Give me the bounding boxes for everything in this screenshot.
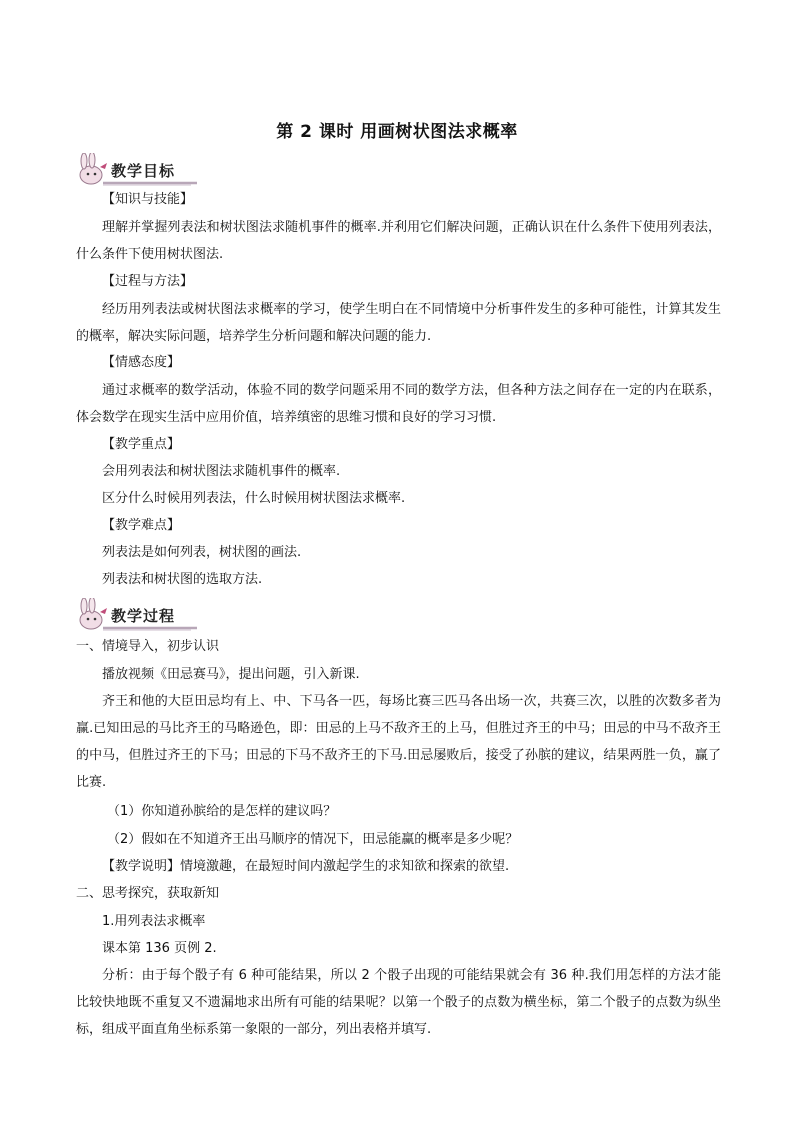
part2-heading: 二、思考探究，获取新知 <box>76 886 220 901</box>
part1-heading: 一、情境导入，初步认识 <box>76 639 220 654</box>
key-point-2: 区分什么时候用列表法，什么时候用树状图法求概率. <box>102 491 406 506</box>
key-point-1: 会用列表法和树状图法求随机事件的概率. <box>102 464 341 479</box>
section-banner-process <box>73 598 199 634</box>
key-points-heading: 【教学重点】 <box>102 437 181 452</box>
question-1: （1）你知道孙膑给的是怎样的建议吗？ <box>107 804 337 819</box>
difficulty-2: 列表法和树状图的选取方法. <box>102 572 263 587</box>
knowledge-heading: 【知识与技能】 <box>102 192 194 207</box>
process-method-text: 经历用列表法或树状图法求概率的学习，使学生明白在不同情境中分析事件发生的多种可能性，计算其发生的概率，解决实际问题，培养学生分析问题和解决问题的能力. <box>76 302 721 344</box>
process-method-heading: 【过程与方法】 <box>102 274 194 289</box>
part1-intro: 播放视频《田忌赛马》，提出问题，引入新课. <box>102 667 360 682</box>
textbook-reference: 课本第 136 页例 2. <box>102 941 217 956</box>
analysis-text: 分析：由于每个骰子有 6 种可能结果，所以 2 个骰子出现的可能结果就会有 36 种.我们用怎样的方法才能比较快地既不重复又不遗漏地求出所有可能的结果呢？以第一个骰子的点数为横坐标，第二个骰子的点数为纵坐标，组成平面直角坐标系第一象限的一部分，列出表格并填写. <box>76 968 721 1037</box>
difficulty-heading: 【教学难点】 <box>102 518 181 533</box>
attitude-heading: 【情感态度】 <box>102 355 181 370</box>
section-banner-objectives <box>73 153 199 189</box>
question-2: （2）假如在不知道齐王出马顺序的情况下，田忌能赢的概率是多少呢？ <box>107 832 519 847</box>
attitude-text: 通过求概率的数学活动，体验不同的数学问题采用不同的数学方法，但各种方法之间存在一定的内在联系，体会数学在现实生活中应用价值，培养缜密的思维习惯和良好的学习习惯. <box>76 383 721 425</box>
horse-race-story: 齐王和他的大臣田忌均有上、中、下马各一匹，每场比赛三匹马各出场一次，共赛三次，以胜的次数多者为赢.已知田忌的马比齐王的马略逊色，即：田忌的上马不敌齐王的上马，但胜过齐王的中马；田忌的中马不敌齐王的中马，但胜过齐王的下马；田忌的下马不敌齐王的下马.田忌屡败后，接受了孙膑的建议，结果两胜一负，赢了比赛. <box>76 694 721 790</box>
section-title-process: 教学过程 <box>111 607 176 625</box>
teaching-note: 【教学说明】情境激趣，在最短时间内激起学生的求知欲和探索的欲望. <box>102 859 510 874</box>
knowledge-text: 理解并掌握列表法和树状图法求随机事件的概率.并利用它们解决问题，正确认识在什么条件下使用列表法，什么条件下使用树状图法. <box>76 220 721 262</box>
page-title: 第 2 课时 用画树状图法求概率 <box>276 122 518 142</box>
difficulty-1: 列表法是如何列表，树状图的画法. <box>102 545 302 560</box>
subsection-1: 1.用列表法求概率 <box>102 914 206 929</box>
section-title-objectives: 教学目标 <box>111 162 176 180</box>
